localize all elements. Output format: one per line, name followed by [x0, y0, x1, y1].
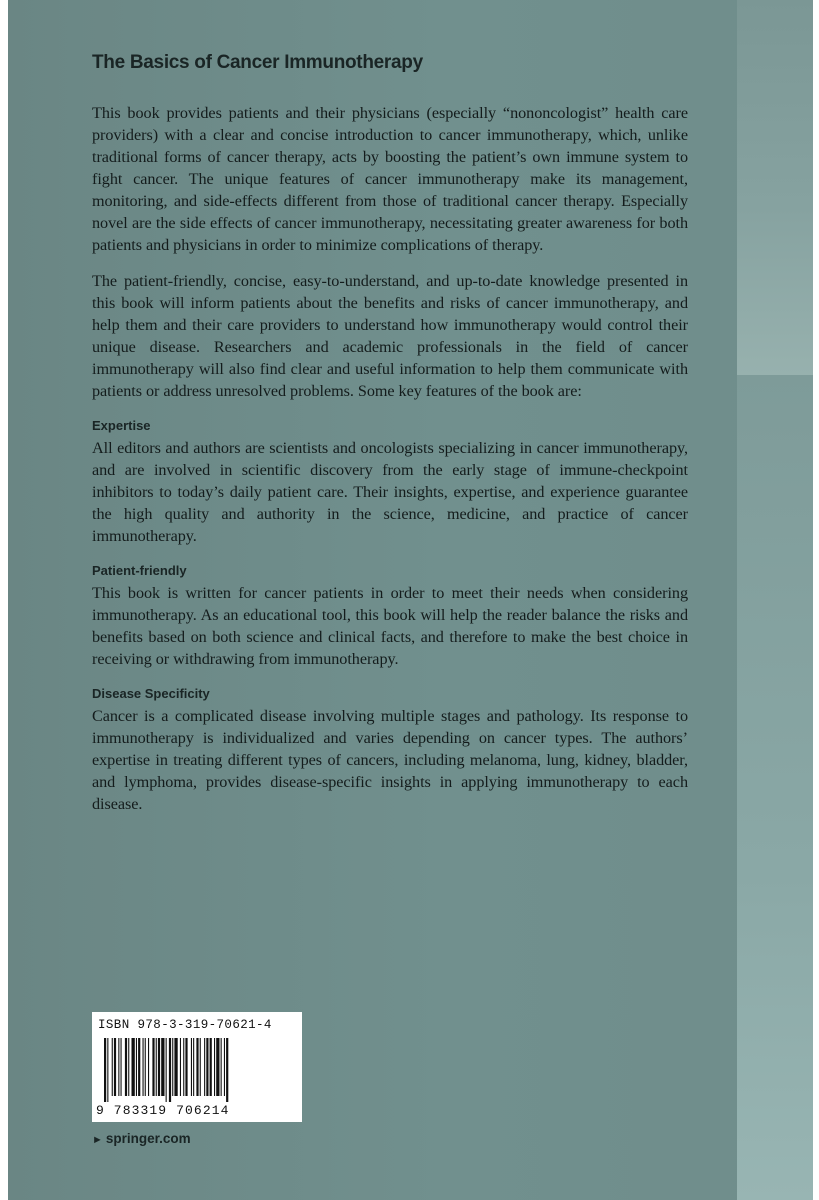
- barcode-bar: [180, 1038, 181, 1096]
- barcode-bar: [183, 1038, 184, 1096]
- barcode-bar: [143, 1038, 144, 1096]
- page-margin-right: [813, 0, 819, 1200]
- barcode-bar: [172, 1038, 173, 1096]
- publisher-link[interactable]: [92, 1131, 191, 1146]
- barcode-bar: [148, 1038, 149, 1096]
- barcode-bar: [166, 1038, 167, 1102]
- barcode-bar: [107, 1038, 108, 1102]
- feature-heading-expertise: Expertise: [92, 418, 151, 433]
- barcode-bar: [169, 1038, 171, 1102]
- barcode-bar: [156, 1038, 157, 1096]
- barcode-bar: [224, 1038, 225, 1096]
- barcode-bar: [185, 1038, 187, 1096]
- barcode-bar: [221, 1038, 222, 1096]
- barcode-digits: 9 783319 706214: [96, 1103, 230, 1118]
- triangle-arrow-icon: ►: [92, 1134, 103, 1146]
- barcode-bar: [210, 1038, 212, 1096]
- spine-strip-lower: [737, 375, 813, 1200]
- barcode-bar: [104, 1038, 106, 1102]
- barcode-bar: [200, 1038, 201, 1096]
- spine-strip-upper: [737, 0, 813, 375]
- barcode-bar: [214, 1038, 215, 1096]
- barcode-bar: [125, 1038, 127, 1096]
- feature-heading-patient-friendly: Patient-friendly: [92, 563, 187, 578]
- barcode-bar: [206, 1038, 208, 1096]
- barcode-bar: [193, 1038, 194, 1096]
- barcode-bar: [158, 1038, 160, 1096]
- barcode-bar: [152, 1038, 154, 1096]
- barcode-bar: [191, 1038, 192, 1096]
- feature-text-patient-friendly: This book is written for cancer patients in order to meet their needs when considering immunotherapy. As an educational tool, this book will help the reader balance the risks and benefits based on both science and clinical facts, and therefore to make the best choice in receiving or withdrawing from immunotherapy.: [92, 584, 688, 668]
- barcode-bar: [174, 1038, 177, 1096]
- book-title: The Basics of Cancer Immunotherapy: [92, 52, 423, 73]
- barcode-bar: [216, 1038, 219, 1096]
- barcode-bar: [138, 1038, 140, 1096]
- barcode-bar: [112, 1038, 113, 1096]
- isbn-label: ISBN 978-3-319-70621-4: [98, 1018, 272, 1032]
- barcode-bar: [145, 1038, 146, 1096]
- barcode-bar: [128, 1038, 129, 1096]
- barcode-bar: [118, 1038, 119, 1096]
- page-margin-left: [0, 0, 8, 1200]
- barcode-bar: [161, 1038, 164, 1096]
- feature-heading-disease-specificity: Disease Specificity: [92, 686, 210, 701]
- feature-text-expertise: All editors and authors are scientists and oncologists specializing in cancer immunotherapy, and are involved in scientific discovery from the early stage of immune-checkpoint inhibitors to today’s daily patient care. Their insights, expertise, and experience guarantee the high quality and authority in the science, medicine, and practice of cancer immunotherapy.: [92, 439, 688, 545]
- barcode: [104, 1038, 290, 1102]
- barcode-bar: [132, 1038, 135, 1096]
- barcode-bar: [226, 1038, 228, 1102]
- feature-text-disease-specificity: Cancer is a complicated disease involving multiple stages and pathology. Its response to immunotherapy is individualized and varies depending on cancer types. The authors’ expertise in treating different types of cancers, including melanoma, lung, kidney, bladder, and lymphoma, provides disease-specific insights in applying immunotherapy to each disease.: [92, 707, 688, 813]
- barcode-bar: [121, 1038, 122, 1096]
- barcode-bar: [196, 1038, 198, 1096]
- barcode-bar: [204, 1038, 205, 1096]
- barcode-bar: [114, 1038, 116, 1096]
- intro-paragraph: The patient-friendly, concise, easy-to-understand, and up-to-date knowledge presented in this book will inform patients about the benefits and risks of cancer immunotherapy, and help them and their care providers to understand how immunotherapy would control their unique disease. Researchers and academic professionals in the field of cancer immunotherapy will also find clear and useful information to help them communicate with patients or address unresolved problems. Some key features of the book are:: [92, 272, 688, 400]
- publisher-url: springer.com: [105, 1131, 191, 1146]
- cover-text: [92, 52, 688, 829]
- isbn-barcode-box: [92, 1012, 302, 1122]
- barcode-bar: [136, 1038, 137, 1096]
- intro-paragraph: This book provides patients and their physicians (especially “nononcologist” health care providers) with a clear and concise introduction to cancer immunotherapy, which, unlike traditional forms of cancer therapy, acts by boosting the patient’s own immune system to fight cancer. The unique features of cancer immunotherapy make its management, monitoring, and side-effects different from those of traditional cancer therapy. Especially novel are the side effects of cancer immunotherapy, necessitating greater awareness for both patients and physicians in order to minimize complications of therapy.: [92, 104, 688, 254]
